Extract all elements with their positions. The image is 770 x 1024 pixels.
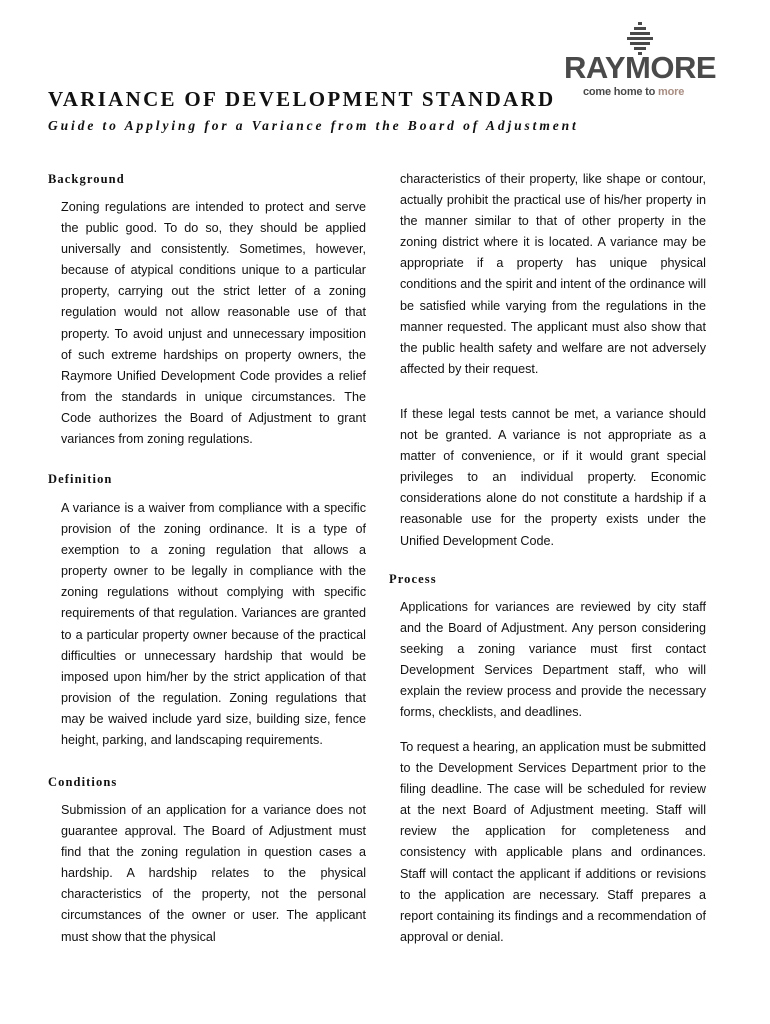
background-heading: Background [48, 172, 125, 186]
process-heading: Process [389, 572, 437, 586]
definition-heading: Definition [48, 472, 113, 486]
conditions-text: Submission of an application for a variance does not guarantee approval. The Board of Adjustment must find that the zoning regulation in question cases a hardship. A hardship relates to the physical characteristics of the property, not the personal circumstances of the owner or user. The applicant must show that the physical [61, 803, 366, 944]
raymore-logo [560, 22, 720, 100]
logo-tagline [583, 86, 684, 98]
process-text-1: Applications for variances are reviewed by city staff and the Board of Adjustment. Any person considering seeking a zoning variance must first contact Development Services Department staff, who will explain the review process and provide the necessary forms, checklists, and deadlines. [400, 600, 706, 720]
logo-wordmark: RAYMORE [563, 50, 717, 85]
document-subtitle: Guide to Applying for a Variance from the Board of Adjustment [48, 118, 579, 133]
conditions-tests-text: If these legal tests cannot be met, a variance should not be granted. A variance is not appropriate as a matter of convenience, or if it would grant special privileges to an individual property. Economic considerations alone do not constitute a hardship if a reasonable use for the property exists under the Unified Development Code. [400, 407, 706, 548]
definition-text: A variance is a waiver from compliance with a specific provision of the zoning ordinance. It is a type of exemption to a zoning regulation that allows a property owner to be legally in compliance with the zoning regulations without complying with specific requirements of that regulation. Variances are granted to a particular property owner because of the practical difficulties or unnecessary hardship that would be imposed upon him/her by the strict application of that provision of the regulation. Zoning regulations that may be waived include yard size, building size, fence height, parking, and landscaping requirements. [61, 501, 366, 748]
logo-tagline-accent: more [658, 86, 685, 98]
document-title: VARIANCE OF DEVELOPMENT STANDARD [48, 87, 556, 111]
background-text: Zoning regulations are intended to protect and serve the public good. To do so, they should be applied universally and consistently. Sometimes, however, because of atypical conditions unique to a particular property, carrying out the strict letter of a zoning regulation would not allow reasonable use of that property. To avoid unjust and unnecessary imposition of such extreme hardships on property owners, the Raymore Unified Development Code provides a relief from the standards in unique circumstances. The Code authorizes the Board of Adjustment to grant variances from zoning regulations. [61, 200, 366, 447]
logo-tagline-prefix: come home to [583, 86, 659, 98]
conditions-continued-text: characteristics of their property, like shape or contour, actually prohibit the practical use of his/her property in the manner similar to that of other property in the zoning district where it is located. A variance may be appropriate if a property has unique physical conditions and the spirit and intent of the ordinance will be satisfied while varying from the regulations in the manner requested. The applicant must also show that the public health safety and welfare are not adversely affected by their request. [400, 172, 706, 376]
process-text-2: To request a hearing, an application must be submitted to the Development Services Department prior to the filing deadline. The case will be scheduled for review at the next Board of Adjustment meeting. Staff will review the application for completeness and consistency with applicable plans and ordinances. Staff will contact the applicant if additions or revisions to the application are necessary. Staff prepares a report containing its findings and a recommendation of approval or denial. [400, 740, 706, 944]
conditions-heading: Conditions [48, 775, 118, 789]
